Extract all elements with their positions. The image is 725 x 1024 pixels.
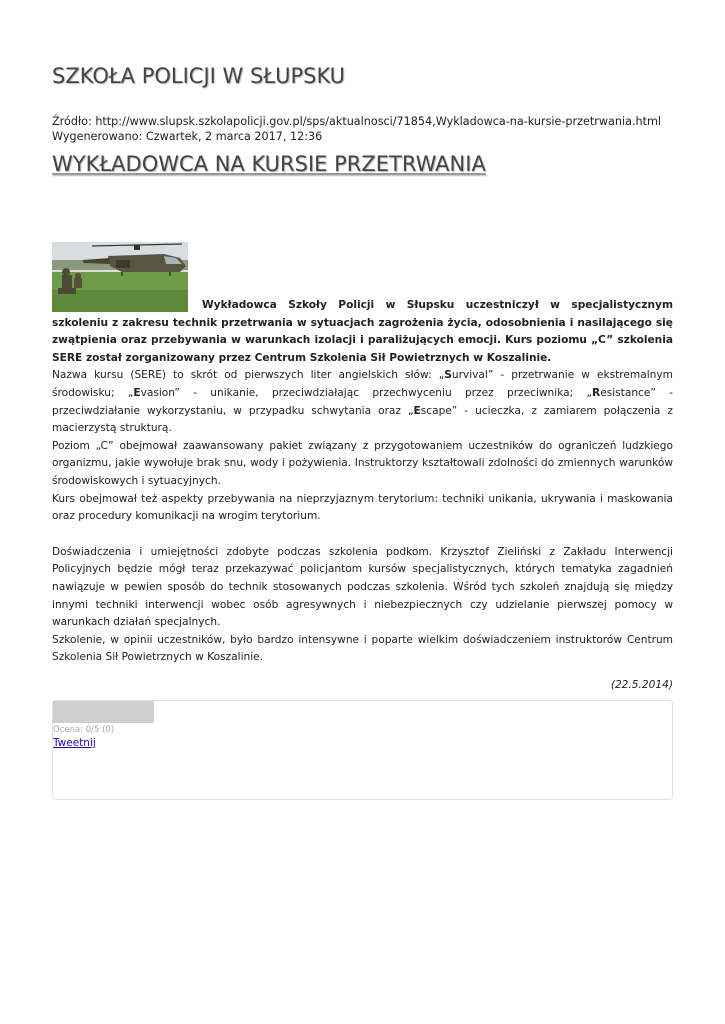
rating-stars[interactable]	[53, 701, 154, 723]
paragraph-opinion: Szkolenie, w opinii uczestników, było bardzo intensywne i poparte wielkim doświadczeniem instruktorów Centrum Szkolenia Sił Powietrznych w Koszalinie.	[52, 633, 673, 664]
article-date: (22.5.2014)	[610, 678, 673, 691]
paragraph-sere	[52, 367, 673, 437]
generated-line: Wygenerowano: Czwartek, 2 marca 2017, 12:36	[52, 130, 323, 143]
source-line: Źródło: http://www.slupsk.szkolapolicji.gov.pl/sps/aktualnosci/71854,Wykladowca-na-kursie-przetrwania.html	[52, 115, 661, 128]
rating-box	[52, 700, 673, 800]
p1-r: R	[592, 386, 601, 399]
article-body	[52, 297, 673, 694]
meta-info	[52, 114, 661, 144]
tweet-link[interactable]: Tweetnij	[53, 737, 96, 749]
p1-a: Nazwa kursu (SERE) to skrót od pierwszych liter angielskich słów: „	[52, 369, 445, 382]
p1-s: S	[444, 369, 452, 382]
p1-e: E	[133, 386, 141, 399]
article-title: WYKŁADOWCA NA KURSIE PRZETRWANIA	[52, 152, 486, 176]
p1-d: esistance” - przeciwdziałanie wykorzystaniu, w przypadku schwytania oraz „	[52, 386, 673, 417]
paragraph-experience: Doświadczenia i umiejętności zdobyte podczas szkolenia podkom. Krzysztof Zieliński z Zakładu Interwencji Policyjnych będzie mógł teraz przekazywać policjantom kursów specjalistycznych, których tematyka zagadnień nawiązuje w pewien sposób do technik stosowanych podczas szkolenia. Wśród tych szkoleń znajdują się między innymi techniki interwencji wobec osób agresywnych i niebezpiecznych czy udzielanie pierwszej pomocy w warunkach działań specjalnych.	[52, 545, 673, 629]
p1-f: scape” - ucieczka, z zamiarem połączenia z macierzystą strukturą.	[52, 404, 673, 435]
paragraph-level-c: Poziom „C” obejmował zaawansowany pakiet związany z przygotowaniem uczestników do ograniczeń ludzkiego organizmu, jakie wywołuje brak snu, wody i pożywienia. Instruktorzy kształtowali zdolności do zmiennych warunków środowiskowych i sytuacyjnych.	[52, 439, 673, 487]
paragraph-territory: Kurs obejmował też aspekty przebywania na nieprzyjaznym terytorium: techniki unikania, ukrywania i maskowania oraz procedury komunikacji na wrogim terytorium.	[52, 492, 673, 523]
p1-e2: E	[413, 404, 421, 417]
p1-c: vasion” - unikanie, przeciwdziałając przechwyceniu przez przeciwnika; „	[140, 386, 593, 399]
rating-text: Ocena: 0/5 (0)	[53, 725, 115, 735]
site-title: SZKOŁA POLICJI W SŁUPSKU	[52, 64, 346, 88]
article-lead: Wykładowca Szkoły Policji w Słupsku uczestniczył w specjalistycznym szkoleniu z zakresu technik przetrwania w sytuacjach zagrożenia życia, odosobnienia i nasilającego się zwątpienia oraz przebywania w warunkach izolacji i paraliżujących emocji. Kurs poziomu „C” szkolenia SERE został zorganizowany przez Centrum Szkolenia Sił Powietrznych w Koszalinie.	[52, 299, 673, 364]
p1-b: urvival” - przetrwanie w ekstremalnym środowisku; „	[52, 369, 673, 399]
